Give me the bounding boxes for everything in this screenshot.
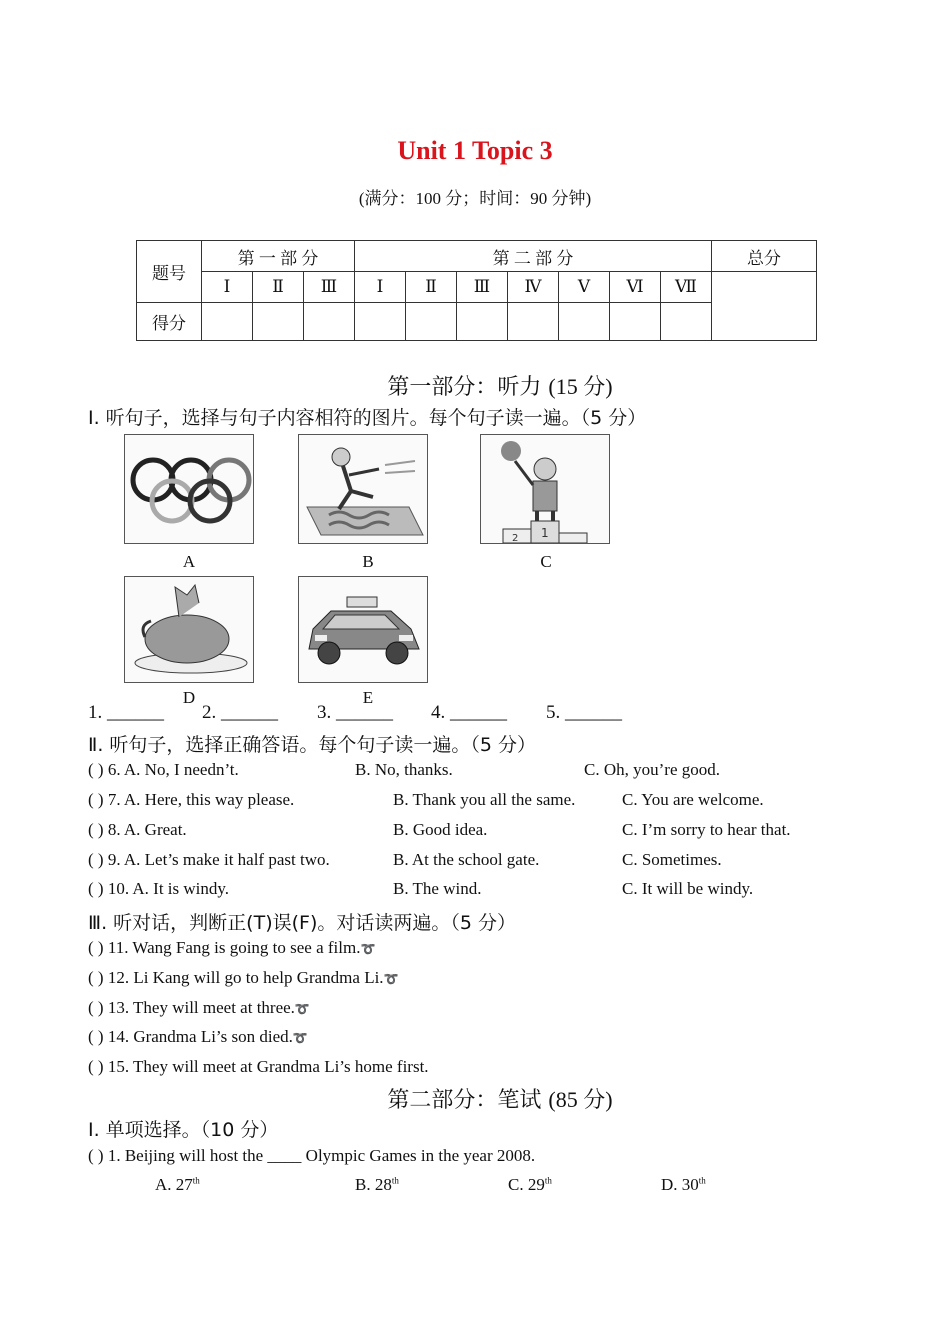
option-c: C. Oh, you’re good. — [584, 760, 720, 779]
picture-d — [124, 576, 254, 683]
statement-text: ( ) 15. They will meet at Grandma Li’s home first. — [88, 1057, 429, 1076]
statement-15 — [88, 1057, 429, 1077]
score-cell[interactable] — [559, 303, 610, 341]
option-c: C. It will be windy. — [622, 879, 754, 898]
option-b: B. Thank you all the same. — [393, 790, 576, 809]
picture-label-d: D — [169, 688, 209, 708]
option-c — [508, 1175, 552, 1195]
score-cell[interactable] — [355, 303, 406, 341]
part1-heading-text: 第一部分：听力 — [387, 375, 542, 400]
col-label: Ⅴ — [559, 272, 610, 303]
page-subtitle: (满分：100 分；时间：90 分钟) — [358, 189, 592, 208]
col-label: Ⅶ — [661, 272, 712, 303]
option-b: B. The wind. — [393, 879, 482, 898]
picture-a — [124, 434, 254, 544]
option-text: B. 28 — [355, 1175, 392, 1194]
answer-blank[interactable]: 5. ______ — [546, 702, 622, 723]
part2-heading — [0, 1083, 950, 1114]
option-c: C. You are welcome. — [622, 790, 764, 809]
option-sup: th — [698, 1175, 706, 1186]
question-6: ( ) 6. A. No, I needn’t. — [88, 760, 239, 779]
option-b — [355, 1175, 399, 1195]
question-7: ( ) 7. A. Here, this way please. — [88, 790, 295, 809]
score-label: 得分 — [137, 303, 202, 341]
score-cell[interactable] — [610, 303, 661, 341]
part2-label: 第 二 部 分 — [355, 241, 712, 272]
part1-heading — [0, 370, 950, 401]
option-b: B. No, thanks. — [355, 760, 453, 779]
p1-sec1-instruction: Ⅰ. 听句子，选择与句子内容相符的图片。每个句子读一遍。（5 分） — [88, 407, 647, 429]
ear-icon: ➰ — [292, 1031, 308, 1045]
ear-icon: ➰ — [383, 972, 399, 986]
picture-e — [298, 576, 428, 683]
score-cell[interactable] — [253, 303, 304, 341]
statement-14 — [88, 1027, 308, 1047]
option-text: D. 30 — [661, 1175, 699, 1194]
svg-text:2: 2 — [512, 533, 519, 543]
p1-sec2-instruction: Ⅱ. 听句子，选择正确答语。每个句子读一遍。（5 分） — [88, 734, 537, 756]
statement-text: ( ) 14. Grandma Li’s son died. — [88, 1027, 293, 1046]
question-1: ( ) 1. Beijing will host the ____ Olympic Games in the year 2008. — [88, 1146, 536, 1165]
running-girl-icon — [299, 435, 427, 543]
statement-text: ( ) 13. They will meet at three. — [88, 998, 295, 1017]
question-9: ( ) 9. A. Let’s make it half past two. — [88, 850, 330, 869]
picture-label-a: A — [182, 552, 196, 571]
statement-text: ( ) 12. Li Kang will go to help Grandma Li. — [88, 968, 384, 987]
total-score-cell[interactable] — [712, 272, 817, 341]
part1-label: 第 一 部 分 — [202, 241, 355, 272]
option-c: C. Sometimes. — [622, 850, 722, 869]
col-label: Ⅵ — [610, 272, 661, 303]
olympic-rings-icon — [125, 435, 253, 543]
statement-12 — [88, 968, 399, 988]
row-header-label: 题号 — [137, 241, 202, 303]
option-d — [661, 1175, 706, 1195]
svg-text:1: 1 — [541, 526, 549, 540]
col-label: Ⅰ — [355, 272, 406, 303]
answer-blank[interactable]: 3. ______ — [317, 702, 393, 723]
option-text: C. 29 — [508, 1175, 545, 1194]
option-sup: th — [544, 1175, 552, 1186]
col-label: Ⅱ — [406, 272, 457, 303]
option-text: A. 27 — [155, 1175, 193, 1194]
option-b: B. At the school gate. — [393, 850, 540, 869]
col-label: Ⅳ — [508, 272, 559, 303]
statement-11 — [88, 938, 375, 958]
page-title: Unit 1 Topic 3 — [397, 136, 553, 165]
statement-text: ( ) 11. Wang Fang is going to see a film. — [88, 938, 361, 957]
score-cell[interactable] — [661, 303, 712, 341]
picture-label-e: E — [348, 688, 388, 708]
part2-points: (85 分) — [548, 1087, 613, 1112]
statement-13 — [88, 998, 310, 1018]
total-label: 总分 — [712, 241, 817, 272]
picture-b — [298, 434, 428, 544]
roast-chicken-icon — [125, 577, 253, 682]
part2-heading-text: 第二部分：笔试 — [387, 1088, 542, 1113]
col-label: Ⅲ — [457, 272, 508, 303]
option-b: B. Good idea. — [393, 820, 488, 839]
score-cell[interactable] — [457, 303, 508, 341]
question-8: ( ) 8. A. Great. — [88, 820, 187, 839]
option-a — [155, 1175, 200, 1195]
taxi-icon — [299, 577, 427, 682]
score-table — [136, 240, 817, 341]
picture-c — [480, 434, 610, 544]
score-cell[interactable] — [202, 303, 253, 341]
col-label: Ⅰ — [202, 272, 253, 303]
answer-blank[interactable]: 2. ______ — [202, 702, 278, 723]
option-c: C. I’m sorry to hear that. — [622, 820, 791, 839]
score-cell[interactable] — [406, 303, 457, 341]
p1-sec3-instruction: Ⅲ. 听对话，判断正(T)误(F)。对话读两遍。（5 分） — [88, 912, 516, 934]
ear-icon: ➰ — [294, 1002, 310, 1016]
option-sup: th — [391, 1175, 399, 1186]
col-label: Ⅱ — [253, 272, 304, 303]
score-cell[interactable] — [304, 303, 355, 341]
winner-podium-icon — [481, 435, 609, 543]
part1-points: (15 分) — [548, 374, 613, 399]
option-sup: th — [192, 1175, 200, 1186]
picture-label-c: C — [540, 552, 552, 571]
answer-blank[interactable]: 4. ______ — [431, 702, 507, 723]
question-10: ( ) 10. A. It is windy. — [88, 879, 230, 898]
score-cell[interactable] — [508, 303, 559, 341]
picture-label-b: B — [362, 552, 374, 571]
col-label: Ⅲ — [304, 272, 355, 303]
p2-sec1-instruction: Ⅰ. 单项选择。（10 分） — [88, 1119, 279, 1141]
ear-icon: ➰ — [360, 942, 376, 956]
answer-blank[interactable]: 1. ______ — [88, 702, 164, 723]
